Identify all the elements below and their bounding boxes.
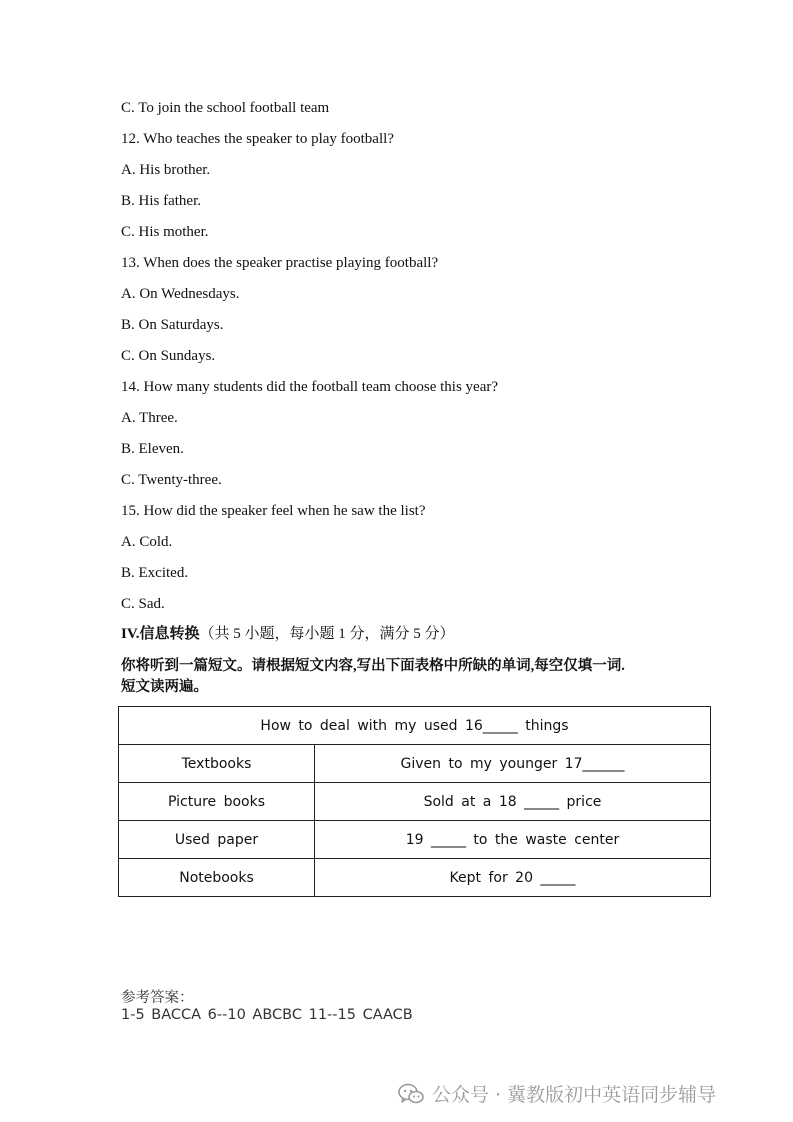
table-cell-item: Picture books [119,783,315,821]
question-line: 12. Who teaches the speaker to play football? [121,131,394,147]
table-cell-detail: 19 _____ to the waste center [315,821,711,859]
question-line: B. His father. [121,193,201,209]
section-instruction: 短文读两遍。 [121,679,208,695]
table-row [119,745,711,783]
table-row [119,783,711,821]
question-line: 13. When does the speaker practise playing football? [121,255,439,271]
question-line: 15. How did the speaker feel when he saw the list? [121,503,426,519]
question-line: C. His mother. [121,224,209,240]
question-line: C. Sad. [121,596,165,612]
table-cell-item: Notebooks [119,859,315,897]
question-line: A. Three. [121,410,178,426]
question-line: 14. How many students did the football team choose this year? [121,379,498,395]
question-line: A. His brother. [121,162,211,178]
section-instruction: 你将听到一篇短文。请根据短文内容,写出下面表格中所缺的单词,每空仅填一词. [121,658,625,674]
table-cell-item: Used paper [119,821,315,859]
question-line: B. On Saturdays. [121,317,224,333]
answer-label: 参考答案： [121,990,194,1006]
info-table [118,706,711,897]
section-note: （共 5 小题，每小题 1 分，满分 5 分） [199,626,455,642]
question-line: A. Cold. [121,534,173,550]
table-cell-detail: Given to my younger 17______ [315,745,711,783]
table-cell-item: Textbooks [119,745,315,783]
answer-key: 1-5 BACCA 6--10 ABCBC 11--15 CAACB [121,1007,413,1023]
section-title: IV.信息转换 [121,626,200,642]
question-line: C. Twenty-three. [121,472,222,488]
table-cell-detail: Sold at a 18 _____ price [315,783,711,821]
table-row [119,859,711,897]
watermark-text: 公众号 · 冀教版初中英语同步辅导 [432,1084,717,1106]
question-line: C. To join the school football team [121,100,330,116]
table-row [119,821,711,859]
table-header-row [119,707,711,745]
question-line: B. Excited. [121,565,189,581]
table-header-cell: How to deal with my used 16_____ things [119,707,711,745]
watermark [398,1080,716,1107]
table-cell-detail: Kept for 20 _____ [315,859,711,897]
question-line: A. On Wednesdays. [121,286,240,302]
question-line: B. Eleven. [121,441,184,457]
section-heading [121,625,455,643]
question-line: C. On Sundays. [121,348,216,364]
wechat-icon [398,1083,424,1105]
